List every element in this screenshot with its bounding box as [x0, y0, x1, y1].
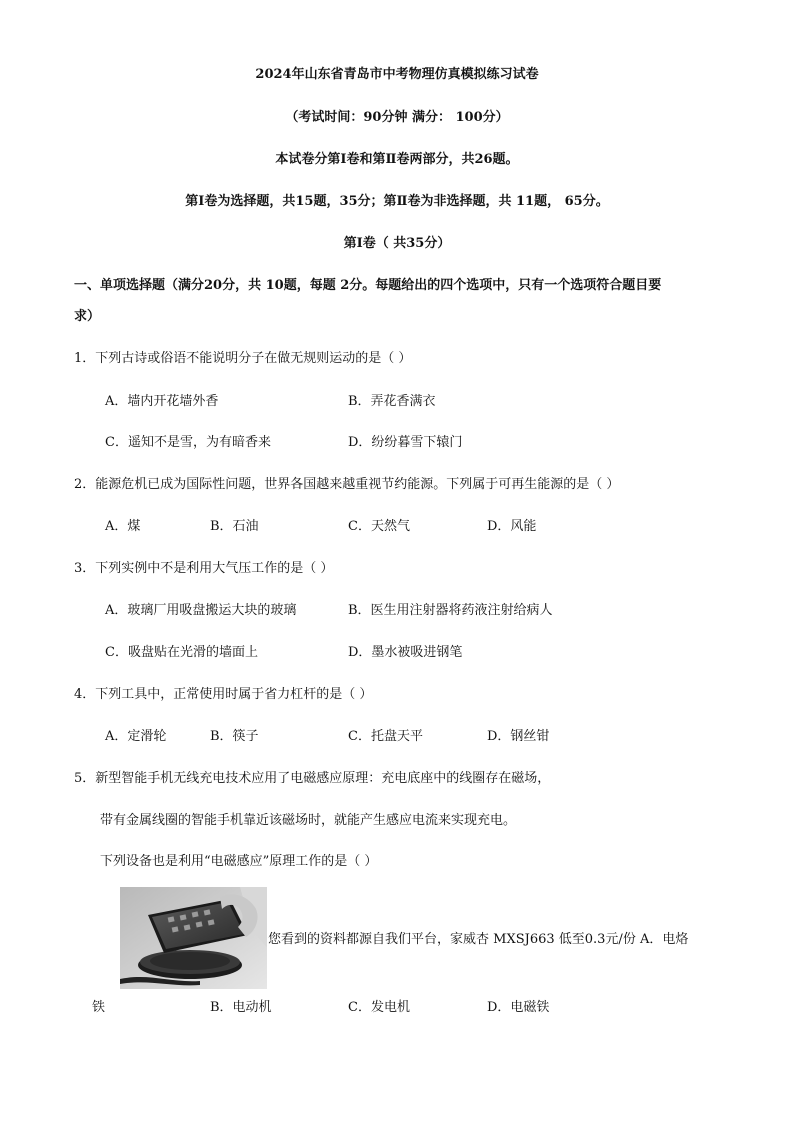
exam-breakdown: 第Ⅰ卷为选择题，共15题，35分；第Ⅱ卷为非选择题，共 11题， 65分。	[185, 194, 609, 209]
question-5-stem-line3: 下列设备也是利用“电磁感应”原理工作的是（ ）	[100, 854, 378, 869]
question-5-option-a-tail: 铁	[92, 1000, 106, 1015]
exam-info: （考试时间：90分钟 满分： 100分）	[285, 110, 509, 125]
question-3-option-c: C．吸盘贴在光滑的墙面上	[105, 645, 258, 660]
question-2-option-b: B．石油	[210, 519, 259, 534]
question-1-option-c: C．遥知不是雪，为有暗香来	[105, 435, 271, 450]
question-1-option-b: B．弄花香满衣	[348, 394, 436, 409]
question-2-stem: 2．能源危机已成为国际性问题，世界各国越来越重视节约能源。下列属于可再生能源的是（ ）	[74, 477, 620, 492]
exam-structure: 本试卷分第Ⅰ卷和第Ⅱ卷两部分，共26题。	[275, 152, 519, 167]
question-2-option-c: C．天然气	[348, 519, 410, 534]
question-5-option-d: D．电磁铁	[487, 1000, 550, 1015]
question-1-stem: 1．下列古诗或俗语不能说明分子在做无规则运动的是（ ）	[74, 351, 412, 366]
exam-title: 2024年山东省青岛市中考物理仿真模拟练习试卷	[255, 67, 539, 82]
question-1-option-d: D．纷纷暮雪下辕门	[348, 435, 463, 450]
question-3-option-d: D．墨水被吸进钢笔	[348, 645, 463, 660]
question-5-stem: 5．新型智能手机无线充电技术应用了电磁感应原理：充电底座中的线圈存在磁场，	[74, 771, 551, 786]
question-5-side-text: 您看到的资料都源自我们平台，家威杏 MXSJ663 低至0.3元/份 A．电烙	[268, 932, 689, 947]
question-4-option-c: C．托盘天平	[348, 729, 423, 744]
question-3-option-b: B．医生用注射器将药液注射给病人	[348, 603, 553, 618]
question-4-option-d: D．钢丝钳	[487, 729, 550, 744]
question-5-option-b: B．电动机	[210, 1000, 272, 1015]
question-2-option-a: A．煤	[105, 519, 141, 534]
part1-title: 第Ⅰ卷（ 共35分）	[343, 236, 451, 251]
question-2-option-d: D．风能	[487, 519, 537, 534]
question-1-option-a: A．墙内开花墙外香	[105, 394, 219, 409]
question-3-option-a: A．玻璃厂用吸盘搬运大块的玻璃	[105, 603, 297, 618]
question-5-stem-line2: 带有金属线圈的智能手机靠近该磁场时，就能产生感应电流来实现充电。	[100, 813, 517, 828]
section1-instruction-cont: 求）	[74, 309, 101, 324]
wireless-charger-photo	[120, 887, 267, 989]
question-5-option-c: C．发电机	[348, 1000, 410, 1015]
question-4-option-b: B．筷子	[210, 729, 259, 744]
question-4-option-a: A．定滑轮	[105, 729, 167, 744]
section1-instruction: 一、单项选择题（满分20分，共 10题，每题 2分。每题给出的四个选项中，只有一个选项符合题目要	[74, 278, 662, 293]
question-4-stem: 4．下列工具中，正常使用时属于省力杠杆的是（ ）	[74, 687, 373, 702]
question-3-stem: 3．下列实例中不是利用大气压工作的是（ ）	[74, 561, 334, 576]
